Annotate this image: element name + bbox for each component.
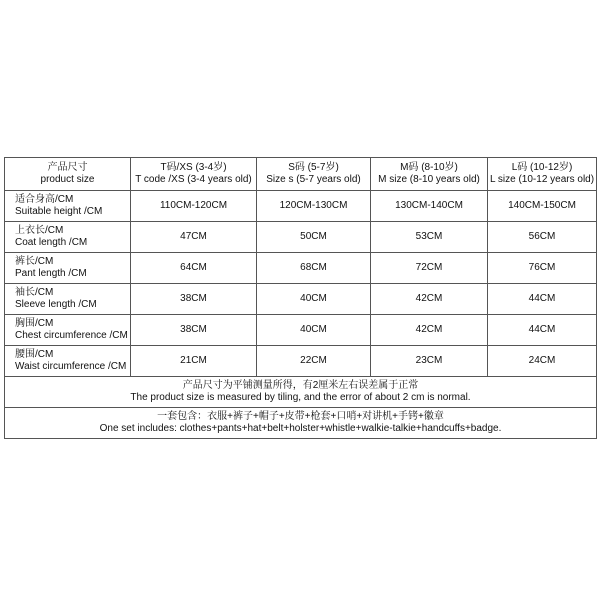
table-cell: 68CM: [257, 253, 371, 284]
header-zh: T码/XS (3-4岁): [160, 162, 227, 173]
header-en: M size (8-10 years old): [378, 174, 480, 185]
row-label: [5, 284, 131, 315]
row-label-en: Waist circumference /CM: [15, 361, 127, 372]
row-label-zh: 适合身高/CM: [15, 194, 74, 205]
row-label-zh: 上衣长/CM: [15, 225, 64, 236]
measurement-note: [5, 377, 597, 408]
row-label: [5, 253, 131, 284]
header-zh: 产品尺寸: [47, 162, 88, 173]
table-cell: 44CM: [488, 284, 597, 315]
table-cell: 120CM-130CM: [257, 191, 371, 222]
header-en: Size s (5-7 years old): [266, 174, 361, 185]
table-cell: 23CM: [371, 346, 488, 377]
header-cell-product-size: [5, 158, 131, 191]
table-cell: 44CM: [488, 315, 597, 346]
table-cell: 40CM: [257, 284, 371, 315]
table-cell: 38CM: [131, 315, 257, 346]
row-label: [5, 222, 131, 253]
row-label: [5, 346, 131, 377]
set-contents-note: [5, 408, 597, 439]
header-en: product size: [40, 174, 95, 185]
table-cell: 50CM: [257, 222, 371, 253]
table-cell: 22CM: [257, 346, 371, 377]
header-cell-l: [488, 158, 597, 191]
header-row: [5, 158, 597, 191]
set-contents-en: One set includes: clothes+pants+hat+belt+holster+whistle+walkie-talkie+handcuffs+badge.: [99, 423, 502, 434]
table-cell: 42CM: [371, 315, 488, 346]
row-label-zh: 袖长/CM: [15, 287, 54, 298]
row-label-en: Sleeve length /CM: [15, 299, 97, 310]
header-zh: L码 (10-12岁): [511, 162, 573, 173]
table-cell: 64CM: [131, 253, 257, 284]
row-label-zh: 腰围/CM: [15, 349, 54, 360]
header-cell-m: [371, 158, 488, 191]
header-zh: M码 (8-10岁): [400, 162, 458, 173]
measurement-note-zh: 产品尺寸为平铺测量所得，有2厘米左右误差属于正常: [182, 380, 419, 391]
measurement-note-en: The product size is measured by tiling, and the error of about 2 cm is normal.: [130, 392, 471, 403]
row-label: [5, 191, 131, 222]
header-en: T code /XS (3-4 years old): [135, 174, 252, 185]
table-cell: 21CM: [131, 346, 257, 377]
table-cell: 76CM: [488, 253, 597, 284]
table-cell: 42CM: [371, 284, 488, 315]
row-label-zh: 裤长/CM: [15, 256, 54, 267]
row-label-en: Chest circumference /CM: [15, 330, 128, 341]
table-cell: 140CM-150CM: [488, 191, 597, 222]
table-cell: 56CM: [488, 222, 597, 253]
header-zh: S码 (5-7岁): [288, 162, 339, 173]
table-row-sleeve-length: [5, 284, 597, 315]
row-label-en: Suitable height /CM: [15, 206, 103, 217]
table-row-chest-circumference: [5, 315, 597, 346]
size-chart-table: [4, 157, 597, 439]
table-row-suitable-height: [5, 191, 597, 222]
table-row-pant-length: [5, 253, 597, 284]
row-label-zh: 胸围/CM: [15, 318, 54, 329]
table-row-coat-length: [5, 222, 597, 253]
table-cell: 47CM: [131, 222, 257, 253]
header-cell-s: [257, 158, 371, 191]
table-cell: 72CM: [371, 253, 488, 284]
table-cell: 38CM: [131, 284, 257, 315]
row-label-en: Pant length /CM: [15, 268, 87, 279]
table-cell: 110CM-120CM: [131, 191, 257, 222]
set-contents-zh: 一套包含：衣服+裤子+帽子+皮带+枪套+口哨+对讲机+手铐+徽章: [157, 411, 444, 422]
table-cell: 24CM: [488, 346, 597, 377]
header-en: L size (10-12 years old): [489, 174, 595, 185]
header-cell-t-xs: [131, 158, 257, 191]
measurement-note-row: [5, 377, 597, 408]
table-cell: 40CM: [257, 315, 371, 346]
set-contents-row: [5, 408, 597, 439]
row-label-en: Coat length /CM: [15, 237, 88, 248]
table-cell: 130CM-140CM: [371, 191, 488, 222]
table-row-waist-circumference: [5, 346, 597, 377]
table-cell: 53CM: [371, 222, 488, 253]
row-label: [5, 315, 131, 346]
